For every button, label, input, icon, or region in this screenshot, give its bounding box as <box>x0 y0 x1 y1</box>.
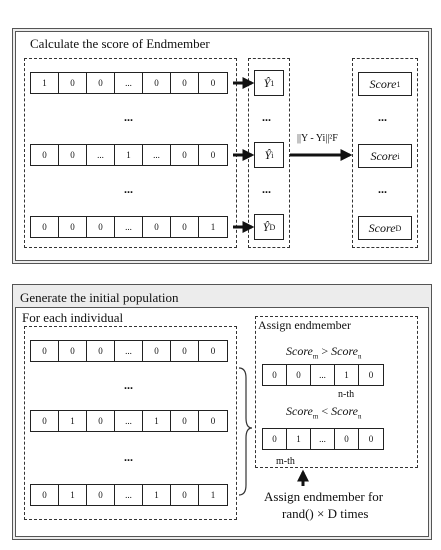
vector-cell: ... <box>311 429 335 449</box>
population-panel-title: Generate the initial population <box>20 290 179 305</box>
cond-lsub: m <box>312 412 319 421</box>
vector-cell: 0 <box>59 217 87 237</box>
vector-cell: 0 <box>171 73 199 93</box>
vector-ellipsis: ... <box>124 110 133 124</box>
mth-label: m-th <box>276 456 295 467</box>
vector-cell: 1 <box>210 222 216 232</box>
vector-cell: 0 <box>368 370 374 380</box>
vector-cell: 0 <box>31 341 59 361</box>
vector-cell: 0 <box>59 145 87 165</box>
vector-cell: ... <box>87 145 115 165</box>
vector-cell: 0 <box>87 485 115 505</box>
assign-footer-1: Assign endmember for <box>264 489 384 504</box>
vector-ellipsis: ... <box>124 450 133 464</box>
vector-cell: 1 <box>59 485 87 505</box>
vector-cell: 0 <box>31 485 59 505</box>
vector-cell: 1 <box>31 73 59 93</box>
vector-cell: ... <box>115 341 143 361</box>
vector-cell: 0 <box>87 341 115 361</box>
vector-cell: ... <box>311 365 335 385</box>
vector-cell: 0 <box>210 78 216 88</box>
cond-op: > <box>321 344 329 358</box>
yhat-sub: D <box>269 222 276 232</box>
score-ellipsis: ... <box>378 182 387 196</box>
yhat-ellipsis: ... <box>262 110 271 124</box>
vector-cell: 0 <box>171 145 199 165</box>
vector-cell: 0 <box>263 429 287 449</box>
loss-formula: ||Y - Yi||²F <box>297 133 338 144</box>
vector-cell: 1 <box>143 485 171 505</box>
vector-cell: 0 <box>287 365 311 385</box>
vector-cell: ... <box>115 217 143 237</box>
vector-cell: 0 <box>210 416 216 426</box>
yhat-sub: 1 <box>270 78 275 88</box>
vector-cell: 0 <box>59 73 87 93</box>
yhat-symbol: Ŷ <box>263 75 271 90</box>
cond-lsub: m <box>312 352 319 361</box>
vector-cell: 0 <box>171 217 199 237</box>
score-label: Score <box>370 148 398 163</box>
vector-cell: 0 <box>368 434 374 444</box>
vector-cell: 0 <box>171 411 199 431</box>
score-sub: D <box>395 223 402 233</box>
vector-cell: 0 <box>87 411 115 431</box>
score-panel-title: Calculate the score of Endmember <box>30 36 210 51</box>
vector-cell: 0 <box>335 429 359 449</box>
vector-cell: 0 <box>171 485 199 505</box>
vector-cell: 0 <box>31 217 59 237</box>
cond-right: Score <box>331 404 359 418</box>
vector-cell: 0 <box>31 145 59 165</box>
vector-cell: 1 <box>287 429 311 449</box>
vector-cell: 0 <box>59 341 87 361</box>
score-sub: i <box>397 151 400 161</box>
vector-cell: 0 <box>143 217 171 237</box>
vector-cell: 1 <box>143 411 171 431</box>
score-ellipsis: ... <box>378 110 387 124</box>
vector-cell: 0 <box>143 341 171 361</box>
cond-left: Score <box>286 404 313 418</box>
nth-label: n-th <box>338 389 355 400</box>
brace-icon <box>239 368 252 495</box>
vector-cell: 0 <box>171 341 199 361</box>
vector-ellipsis: ... <box>124 378 133 392</box>
vector-cell: 1 <box>335 365 359 385</box>
vector-cell: ... <box>115 73 143 93</box>
vector-cell: 1 <box>59 411 87 431</box>
vector-cell: 0 <box>263 365 287 385</box>
vector-cell: 0 <box>143 73 171 93</box>
yhat-sub: i <box>271 150 274 160</box>
cond-right: Score <box>331 344 359 358</box>
yhat-ellipsis: ... <box>262 182 271 196</box>
vector-cell: ... <box>115 411 143 431</box>
yhat-symbol: Ŷ <box>262 219 270 234</box>
assign-footer-2: rand() × D times <box>282 506 369 521</box>
assign-title: Assign endmember <box>258 318 351 332</box>
score-label: Score <box>368 220 396 235</box>
yhat-symbol: Ŷ <box>264 147 272 162</box>
vector-cell: 1 <box>210 490 216 500</box>
vector-cell: ... <box>115 485 143 505</box>
vector-cell: 0 <box>210 150 216 160</box>
cond-rsub: n <box>358 412 362 421</box>
cond-rsub: n <box>358 352 362 361</box>
vector-cell: 0 <box>87 73 115 93</box>
cond-left: Score <box>286 344 313 358</box>
vector-cell: 0 <box>87 217 115 237</box>
vector-cell: ... <box>143 145 171 165</box>
vector-cell: 0 <box>31 411 59 431</box>
score-label: Score <box>369 76 397 91</box>
cond-op: < <box>321 404 329 418</box>
individual-title: For each individual <box>22 310 124 325</box>
vector-ellipsis: ... <box>124 182 133 196</box>
score-sub: 1 <box>396 79 401 89</box>
vector-cell: 0 <box>210 346 216 356</box>
vector-cell: 1 <box>115 145 143 165</box>
